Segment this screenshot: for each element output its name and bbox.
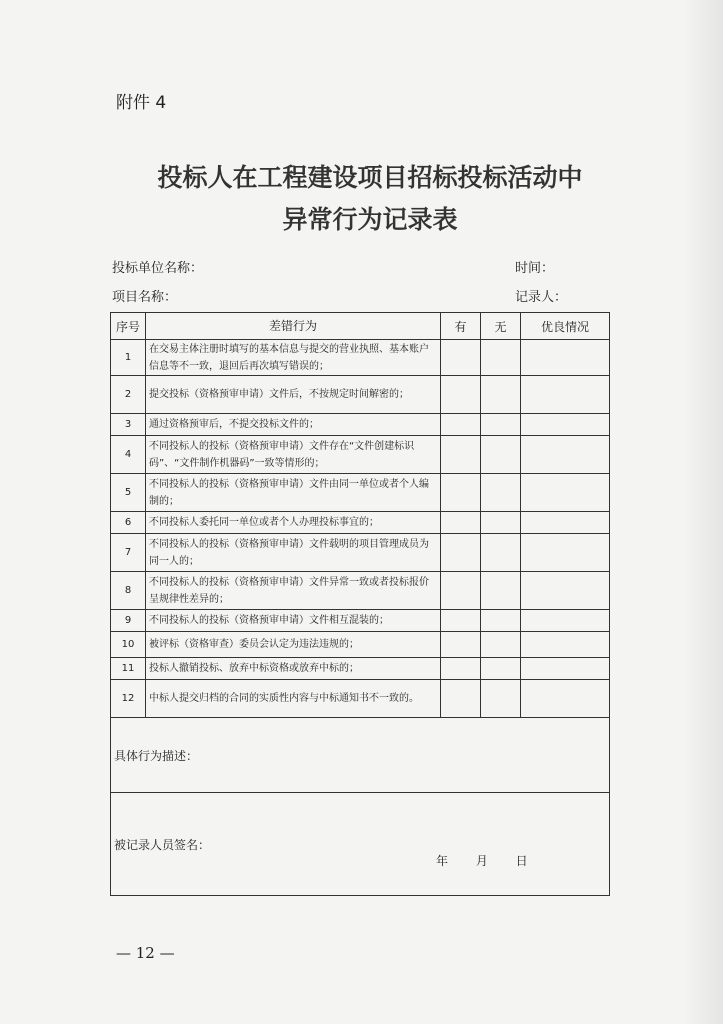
row-good-cell [521, 512, 610, 534]
row-yes-cell [441, 474, 481, 512]
bidder-label: 投标单位名称： [112, 261, 204, 276]
signature-cell [111, 793, 610, 896]
row-number: 4 [111, 436, 146, 474]
row-behavior: 不同投标人的投标（资格预审申请）文件存在“文件创建标识码”、“文件制作机器码”一致等情形的； [146, 436, 441, 474]
row-no-cell [481, 436, 521, 474]
row-yes-cell [441, 414, 481, 436]
row-good-cell [521, 414, 610, 436]
table-row [111, 340, 610, 376]
row-behavior: 被评标（资格审查）委员会认定为违法违规的； [146, 632, 441, 658]
project-label: 项目名称： [112, 290, 178, 305]
row-yes-cell [441, 534, 481, 572]
row-no-cell [481, 376, 521, 414]
table-row [111, 534, 610, 572]
signature-row [111, 793, 610, 896]
table-row [111, 658, 610, 680]
recorder-label: 记录人： [515, 290, 568, 305]
row-behavior: 不同投标人的投标（资格预审申请）文件异常一致或者投标报价呈规律性差异的； [146, 572, 441, 610]
header-good-status: 优良情况 [521, 313, 610, 340]
header-no: 序号 [111, 313, 146, 340]
date-line: 年 月 日 [436, 854, 528, 868]
title-line-1: 投标人在工程建设项目招标投标活动中 [157, 163, 583, 192]
row-behavior: 通过资格预审后，不提交投标文件的； [146, 414, 441, 436]
table-row [111, 376, 610, 414]
row-number: 1 [111, 340, 146, 376]
table-row [111, 610, 610, 632]
row-no-cell [481, 572, 521, 610]
row-no-cell [481, 680, 521, 718]
table-row [111, 414, 610, 436]
row-number: 3 [111, 414, 146, 436]
row-good-cell [521, 340, 610, 376]
row-good-cell [521, 572, 610, 610]
row-no-cell [481, 474, 521, 512]
table-header-row [111, 313, 610, 340]
table-row [111, 572, 610, 610]
row-number: 8 [111, 572, 146, 610]
row-yes-cell [441, 512, 481, 534]
row-behavior: 不同投标人的投标（资格预审申请）文件相互混装的； [146, 610, 441, 632]
table-row [111, 680, 610, 718]
page-edge-shadow [683, 0, 723, 1024]
row-behavior: 不同投标人的投标（资格预审申请）文件载明的项目管理成员为同一人的； [146, 534, 441, 572]
row-no-cell [481, 632, 521, 658]
row-no-cell [481, 512, 521, 534]
row-behavior: 提交投标（资格预审申请）文件后，不按规定时间解密的； [146, 376, 441, 414]
row-yes-cell [441, 376, 481, 414]
row-good-cell [521, 658, 610, 680]
row-good-cell [521, 610, 610, 632]
row-number: 9 [111, 610, 146, 632]
row-number: 12 [111, 680, 146, 718]
row-good-cell [521, 632, 610, 658]
row-behavior: 投标人撤销投标、放弃中标资格或放弃中标的； [146, 658, 441, 680]
row-good-cell [521, 680, 610, 718]
row-yes-cell [441, 436, 481, 474]
row-behavior: 在交易主体注册时填写的基本信息与提交的营业执照、基本账户信息等不一致，退回后再次填写错误的； [146, 340, 441, 376]
signature-label: 被记录人员签名： [114, 837, 211, 852]
header-no-occurrence: 无 [481, 313, 521, 340]
row-number: 2 [111, 376, 146, 414]
row-number: 5 [111, 474, 146, 512]
row-good-cell [521, 474, 610, 512]
row-yes-cell [441, 632, 481, 658]
row-yes-cell [441, 572, 481, 610]
row-number: 7 [111, 534, 146, 572]
row-number: 11 [111, 658, 146, 680]
row-good-cell [521, 436, 610, 474]
time-label: 时间： [515, 261, 555, 276]
table-row [111, 474, 610, 512]
row-number: 10 [111, 632, 146, 658]
page-number: — 12 — [116, 944, 175, 962]
row-no-cell [481, 340, 521, 376]
row-no-cell [481, 534, 521, 572]
row-behavior: 不同投标人委托同一单位或者个人办理投标事宜的； [146, 512, 441, 534]
table-row [111, 632, 610, 658]
table-row [111, 436, 610, 474]
row-yes-cell [441, 680, 481, 718]
title-line-2: 异常行为记录表 [282, 205, 458, 234]
description-row [111, 718, 610, 793]
row-no-cell [481, 610, 521, 632]
header-behavior: 差错行为 [146, 313, 441, 340]
row-yes-cell [441, 610, 481, 632]
row-no-cell [481, 658, 521, 680]
row-yes-cell [441, 658, 481, 680]
row-no-cell [481, 414, 521, 436]
row-number: 6 [111, 512, 146, 534]
record-table [110, 312, 610, 896]
row-behavior: 中标人提交归档的合同的实质性内容与中标通知书不一致的。 [146, 680, 441, 718]
header-yes: 有 [441, 313, 481, 340]
attachment-label: 附件 4 [116, 93, 167, 113]
row-yes-cell [441, 340, 481, 376]
description-label: 具体行为描述： [111, 718, 610, 793]
row-behavior: 不同投标人的投标（资格预审申请）文件由同一单位或者个人编制的； [146, 474, 441, 512]
table-row [111, 512, 610, 534]
row-good-cell [521, 534, 610, 572]
row-good-cell [521, 376, 610, 414]
